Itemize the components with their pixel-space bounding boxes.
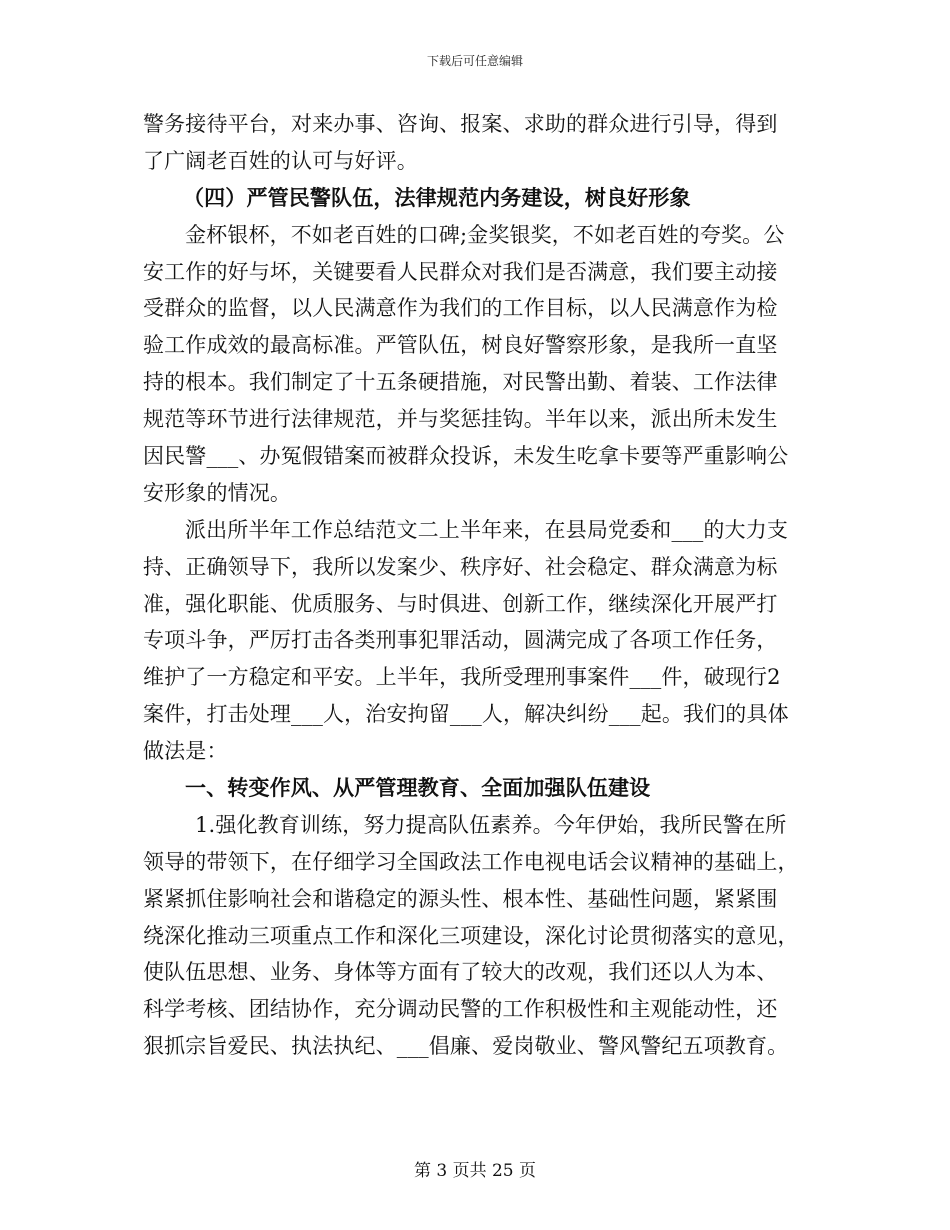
- body-text-line: 维护了一方稳定和平安。上半年，我所受理刑事案件___件，破现行2: [143, 665, 781, 690]
- section-heading: （四）严管民警队伍，法律规范内务建设，树良好形象: [183, 184, 691, 210]
- body-text-line: 持、正确领导下，我所以发案少、秩序好、社会稳定、群众满意为标: [143, 554, 778, 579]
- body-text-line: 了广阔老百姓的认可与好评。: [143, 148, 418, 173]
- body-text-line: 安形象的情况。: [143, 480, 292, 505]
- body-text-line: 金杯银杯，不如老百姓的口碑;金奖银奖，不如老百姓的夸奖。公: [185, 222, 785, 247]
- body-text-line: 受群众的监督，以人民满意作为我们的工作目标，以人民满意作为检: [143, 296, 778, 321]
- body-text-line: 做法是：: [143, 739, 228, 764]
- body-text-line: 持的根本。我们制定了十五条硬措施，对民警出勤、着装、工作法律: [143, 370, 778, 395]
- body-text-line: 科学考核、团结协作，充分调动民警的工作积极性和主观能动性，还: [143, 997, 778, 1022]
- section-heading: 一、转变作风、从严管理教育、全面加强队伍建设: [185, 775, 651, 801]
- body-text-line: 1.强化教育训练，努力提高队伍素养。今年伊始，我所民警在所: [195, 812, 787, 837]
- body-text-line: 专项斗争，严厉打击各类刑事犯罪活动，圆满完成了各项工作任务，: [143, 628, 778, 653]
- body-text-line: 警务接待平台，对来办事、咨询、报案、求助的群众进行引导，得到: [143, 112, 778, 136]
- body-text-line: 狠抓宗旨爱民、执法执纪、___倡廉、爱岗敬业、警风警纪五项教育。: [143, 1034, 789, 1059]
- body-text-line: 领导的带领下，在仔细学习全国政法工作电视电话会议精神的基础上，: [143, 849, 799, 874]
- body-text-line: 派出所半年工作总结范文二上半年来，在县局党委和___的大力支: [185, 517, 788, 542]
- body-text-line: 安工作的好与坏，关键要看人民群众对我们是否满意，我们要主动接: [143, 259, 778, 284]
- page-footer: 第 3 页共 25 页: [413, 1161, 537, 1181]
- document-body: [143, 106, 807, 1065]
- body-text-line: 使队伍思想、业务、身体等方面有了较大的改观，我们还以人为本、: [143, 960, 778, 985]
- body-text-line: 规范等环节进行法律规范，并与奖惩挂钩。半年以来，派出所未发生: [143, 407, 778, 432]
- page-header: 下载后可任意编辑: [426, 54, 523, 68]
- body-text-line: 案件，打击处理___人，治安拘留___人，解决纠纷___起。我们的具体: [143, 702, 789, 727]
- body-text-line: 因民警___、办冤假错案而被群众投诉，未发生吃拿卡要等严重影响公: [143, 444, 789, 469]
- body-text-line: 紧紧抓住影响社会和谐稳定的源头性、根本性、基础性问题，紧紧围: [143, 886, 778, 911]
- body-text-line: 验工作成效的最高标准。严管队伍，树良好警察形象，是我所一直坚: [143, 333, 778, 358]
- body-text-line: 绕深化推动三项重点工作和深化三项建设，深化讨论贯彻落实的意见，: [143, 923, 799, 948]
- body-text-line: 准，强化职能、优质服务、与时俱进、创新工作，继续深化开展严打: [143, 591, 778, 616]
